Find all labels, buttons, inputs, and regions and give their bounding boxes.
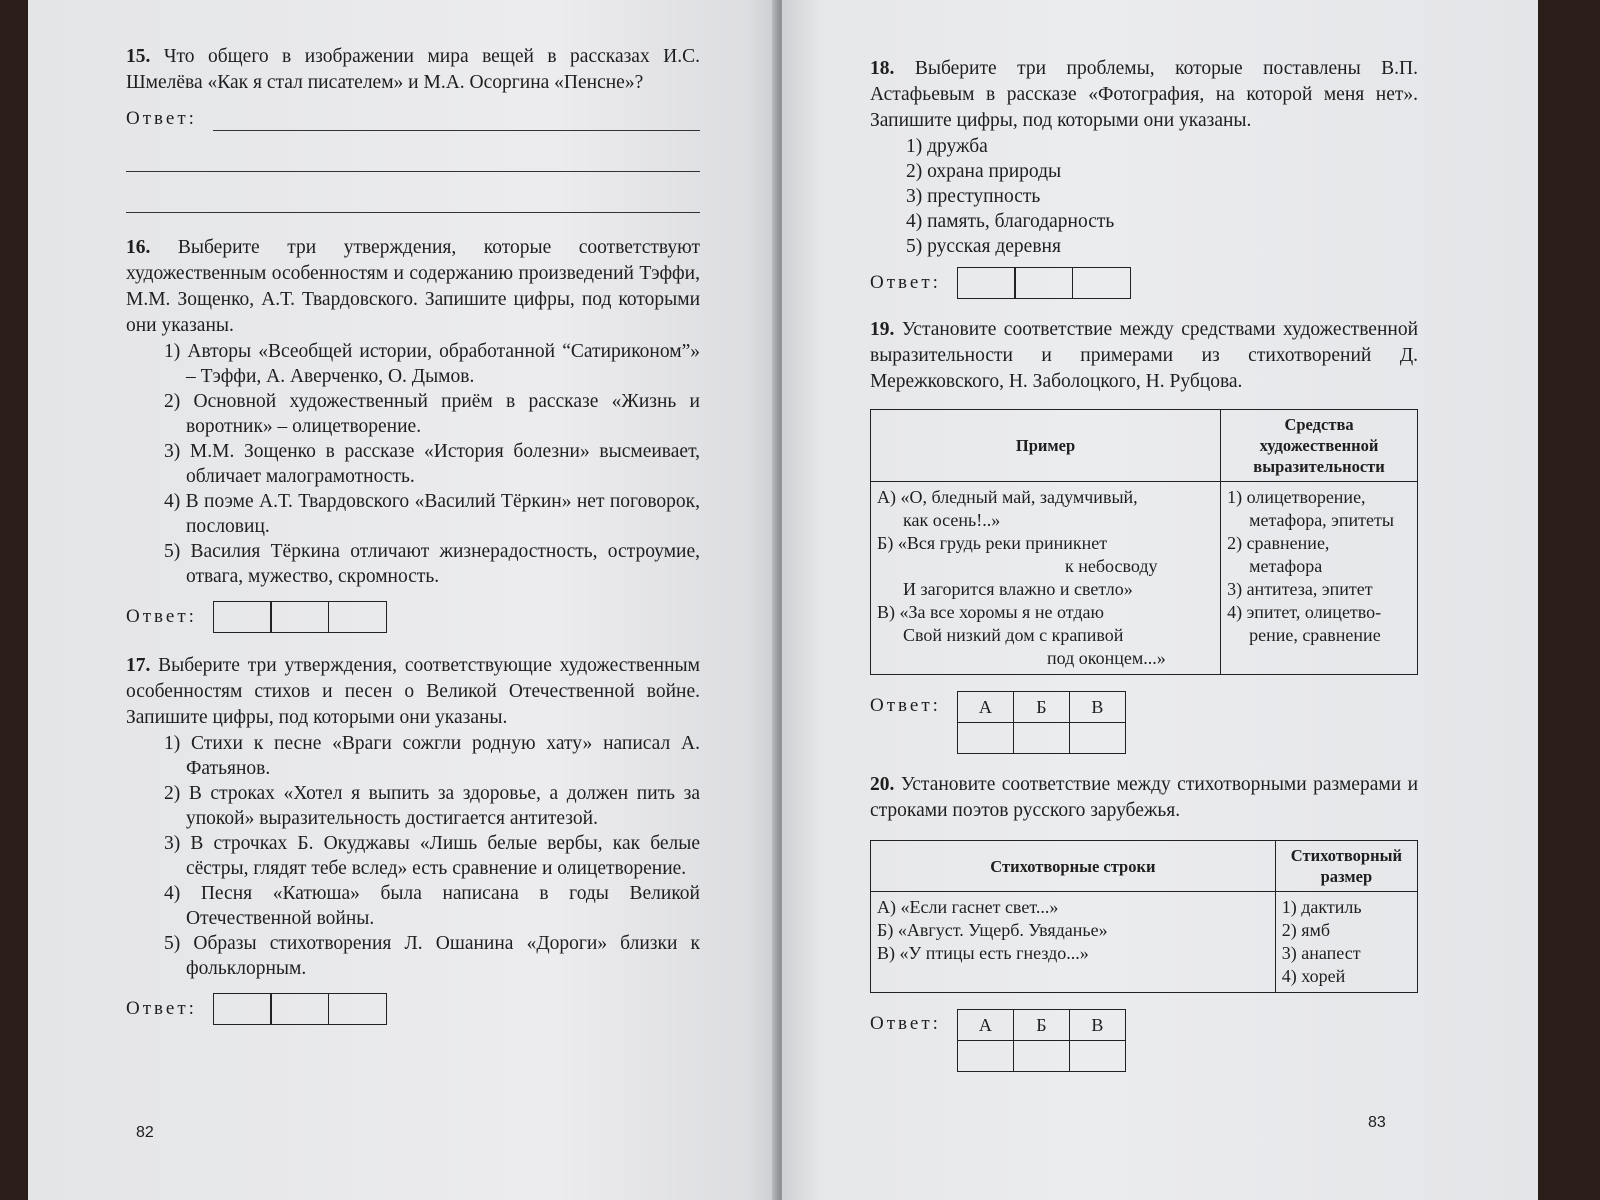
example-line: В) «За все хоромы я не отдаю <box>877 602 1104 622</box>
question-number: 20. <box>870 774 895 795</box>
option-item: 5) Образы стихотворения Л. Ошанина «Дороги» близки к фольклорным. <box>164 933 700 979</box>
option-item: 5) Василия Тёркина отличают жизнерадостность, остроумие, отвага, мужество, скромность. <box>164 541 700 587</box>
example-line: к небосводу <box>1065 556 1158 576</box>
answer-boxes <box>213 601 387 633</box>
answer-label: Ответ: <box>126 606 197 627</box>
table-header: Пример <box>871 410 1221 482</box>
question-text: Выберите три утверждения, которые соответствуют художественным особенностям и содержанию произведений Тэффи, М.М. Зощенко, А.Т. Твардовского. Запишите цифры, под которыми они указаны. <box>126 237 701 336</box>
means-line: метафора, эпитеты <box>1249 510 1394 530</box>
answer-cell[interactable] <box>957 1041 1013 1072</box>
means-line: рение, сравнение <box>1249 625 1381 645</box>
matching-table <box>870 840 1418 993</box>
page-number: 83 <box>1368 1114 1386 1131</box>
question-15 <box>126 44 700 213</box>
grid-letter: А <box>957 1010 1013 1041</box>
table-row <box>871 482 1418 675</box>
meter-item: 4) хорей <box>1281 966 1346 986</box>
answer-box[interactable] <box>270 993 329 1025</box>
answer-box[interactable] <box>957 267 1016 299</box>
answer-cell[interactable] <box>957 723 1013 754</box>
question-18 <box>870 56 1418 299</box>
grid-letter: Б <box>1013 692 1069 723</box>
option-item: 2) Основной художественный приём в рассказе «Жизнь и воротник» – олицетворение. <box>164 391 700 437</box>
example-line: А) «О, бледный май, задумчивый, <box>877 487 1138 507</box>
question-number: 16. <box>126 237 151 258</box>
option-item: 3) В строчках Б. Окуджавы «Лишь белые вербы, как белые сёстры, глядят тебе вслед» есть сравнение и олицетворение. <box>164 833 700 879</box>
answer-box[interactable] <box>270 601 329 633</box>
means-line: 3) антитеза, эпитет <box>1227 579 1373 599</box>
example-line: как осень!..» <box>903 510 1001 530</box>
question-text: Выберите три проблемы, которые поставлены В.П. Астафьевым в рассказе «Фотография, на которой меня нет». Запишите цифры, под которыми они указаны. <box>870 58 1419 131</box>
verse-line: А) «Если гаснет свет...» <box>877 897 1059 917</box>
answer-row <box>126 106 700 131</box>
verse-line: Б) «Август. Ущерб. Увяданье» <box>877 920 1108 940</box>
answer-row <box>870 691 1418 754</box>
answer-label: Ответ: <box>126 107 197 129</box>
left-page <box>28 0 780 1200</box>
answer-row <box>126 601 700 633</box>
option-item: 4) Песня «Катюша» была написана в годы Великой Отечественной войны. <box>164 883 700 929</box>
question-text: Что общего в изображении мира вещей в рассказах И.С. Шмелёва «Как я стал писателем» и М.А. Осоргина «Пенсне»? <box>126 46 701 93</box>
example-line: И загорится влажно и светло» <box>903 579 1133 599</box>
answer-cell[interactable] <box>1069 1041 1125 1072</box>
question-number: 18. <box>870 58 895 79</box>
grid-letter: В <box>1069 692 1125 723</box>
grid-letter: А <box>957 692 1013 723</box>
table-header: Стихотворные строки <box>871 841 1276 892</box>
question-text: Выберите три утверждения, соответствующие художественным особенностям стихов и песен о Великой Отечественной войне. Запишите цифры, под которыми они указаны. <box>126 655 700 728</box>
answer-label: Ответ: <box>870 695 941 716</box>
meters-cell <box>1275 892 1417 993</box>
answer-box[interactable] <box>213 601 272 633</box>
question-text: Установите соответствие между стихотворными размерами и строками поэтов русского зарубежья. <box>870 774 1419 821</box>
option-item: 5) русская деревня <box>906 236 1061 257</box>
question-16 <box>126 235 700 633</box>
example-line: Б) «Вся грудь реки приникнет <box>877 533 1108 553</box>
question-number: 15. <box>126 46 151 67</box>
option-item: 1) дружба <box>906 136 988 157</box>
answer-line[interactable] <box>213 106 700 131</box>
answer-box[interactable] <box>328 993 387 1025</box>
answer-row <box>870 267 1418 299</box>
option-item: 1) Авторы «Всеобщей истории, обработанной “Сатириконом”» – Тэффи, А. Аверченко, О. Дымов. <box>164 341 700 387</box>
matching-table <box>870 409 1418 675</box>
meter-item: 2) ямб <box>1281 920 1331 940</box>
answer-cell[interactable] <box>1013 1041 1069 1072</box>
answer-cell[interactable] <box>1013 723 1069 754</box>
page-number: 82 <box>136 1124 154 1141</box>
grid-letter: Б <box>1013 1010 1069 1041</box>
answer-boxes <box>213 993 387 1025</box>
option-item: 3) преступность <box>906 186 1041 207</box>
question-17 <box>126 653 700 1025</box>
lines-cell <box>871 892 1276 993</box>
example-line: Свой низкий дом с крапивой <box>903 625 1124 645</box>
answer-grid <box>957 691 1126 754</box>
means-line: 2) сравнение, <box>1227 533 1330 553</box>
option-item: 3) М.М. Зощенко в рассказе «История болезни» высмеивает, обличает малограмотность. <box>164 441 700 487</box>
answer-boxes <box>957 267 1131 299</box>
answer-line[interactable] <box>126 172 700 213</box>
example-line: под оконцем...» <box>1047 648 1166 668</box>
option-list <box>126 339 700 589</box>
option-item: 1) Стихи к песне «Враги сожгли родную хату» написал А. Фатьянов. <box>164 733 700 779</box>
meter-item: 3) анапест <box>1281 943 1361 963</box>
verse-line: В) «У птицы есть гнездо...» <box>877 943 1089 963</box>
option-item: 2) В строках «Хотел я выпить за здоровье, а должен пить за упокой» выразительность достигается антитезой. <box>164 783 700 829</box>
means-line: 1) олицетворение, <box>1227 487 1366 507</box>
option-list <box>870 134 1418 259</box>
answer-row <box>126 993 700 1025</box>
answer-line[interactable] <box>126 131 700 172</box>
table-header: Средства художественной выразительности <box>1221 410 1418 482</box>
answer-label: Ответ: <box>126 998 197 1019</box>
question-number: 17. <box>126 655 151 676</box>
answer-cell[interactable] <box>1069 723 1125 754</box>
right-page <box>782 0 1538 1200</box>
means-cell <box>1221 482 1418 675</box>
question-number: 19. <box>870 319 895 340</box>
option-item: 2) охрана природы <box>906 161 1062 182</box>
answer-box[interactable] <box>328 601 387 633</box>
answer-box[interactable] <box>1014 267 1073 299</box>
answer-label: Ответ: <box>870 1013 941 1034</box>
examples-cell <box>871 482 1221 675</box>
answer-box[interactable] <box>213 993 272 1025</box>
question-19 <box>870 317 1418 754</box>
option-item: 4) В поэме А.Т. Твардовского «Василий Тёркин» нет поговорок, пословиц. <box>164 491 700 537</box>
means-line: метафора <box>1249 556 1323 576</box>
answer-row <box>870 1009 1418 1072</box>
question-text: Установите соответствие между средствами художественной выразительности и примерами из стихотворений Д. Мережковского, Н. Заболоцкого, Н. Рубцова. <box>870 319 1419 392</box>
grid-letter: В <box>1069 1010 1125 1041</box>
answer-label: Ответ: <box>870 272 941 293</box>
table-header: Стихотворный размер <box>1275 841 1417 892</box>
option-list <box>126 731 700 981</box>
question-20 <box>870 772 1418 1072</box>
answer-grid <box>957 1009 1126 1072</box>
means-line: 4) эпитет, олицетво- <box>1227 602 1382 622</box>
meter-item: 1) дактиль <box>1281 897 1362 917</box>
option-item: 4) память, благодарность <box>906 211 1115 232</box>
table-row <box>871 892 1418 993</box>
answer-box[interactable] <box>1072 267 1131 299</box>
